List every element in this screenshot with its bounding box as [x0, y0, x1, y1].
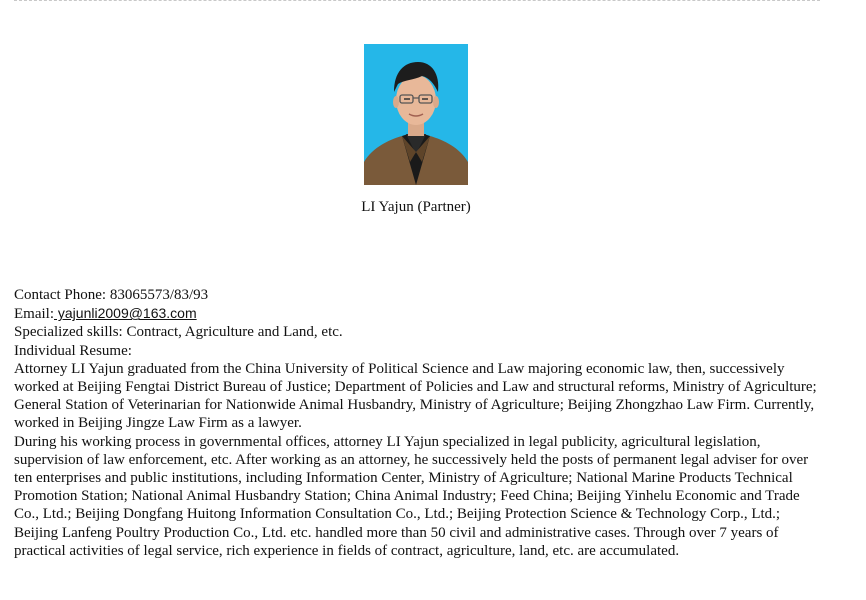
person-name-caption: LI Yajun (Partner): [361, 199, 471, 215]
resume-paragraph-2: During his working process in governmental offices, attorney LI Yajun specialized in legal publicity, agricultural legislation, supervision of law enforcement, etc. After working as an attorney, he successively held the posts of permanent legal adviser for over ten enterprises and public institutions, including Information Center, Ministry of Agriculture; National Marine Products Technical Promotion Station; National Animal Husbandry Station; China Animal Industry; Feed China; Beijing Yinhelu Economic and Trade Co., Ltd.; Beijing Dongfang Huitong Information Consultation Co., Ltd.; Beijing Protection Science & Technology Corp., Ltd.; Beijing Lanfeng Poultry Production Co., Ltd. etc. handled more than 50 civil and administrative cases. Through over 7 years of practical activities of legal service, rich experience in fields of contract, agriculture, land, etc. are accumulated.: [14, 433, 809, 559]
profile-header: [0, 44, 832, 217]
email-value[interactable]: yajunli2009@163.com: [54, 305, 197, 322]
top-divider: [14, 0, 820, 1]
portrait-photo: [364, 44, 468, 185]
profile-details: [14, 286, 826, 560]
resume-heading: Individual Resume:: [14, 342, 132, 359]
resume-paragraph-1: Attorney LI Yajun graduated from the China University of Political Science and Law majoring economic law, then, successively worked at Beijing Fengtai District Bureau of Justice; Department of Policies and Law and structural reforms, Ministry of Agriculture; General Station of Veterinarian for Nationwide Animal Husbandry, Ministry of Agriculture; Beijing Zhongzhao Law Firm. Currently, worked in Beijing Jingze Law Firm as a lawyer.: [14, 360, 817, 432]
email-label: Email:: [14, 306, 54, 323]
contact-phone: Contact Phone: 83065573/83/93: [14, 287, 209, 303]
specialized-skills: Specialized skills: Contract, Agriculture and Land, etc.: [14, 324, 343, 341]
email-line: [14, 304, 826, 323]
